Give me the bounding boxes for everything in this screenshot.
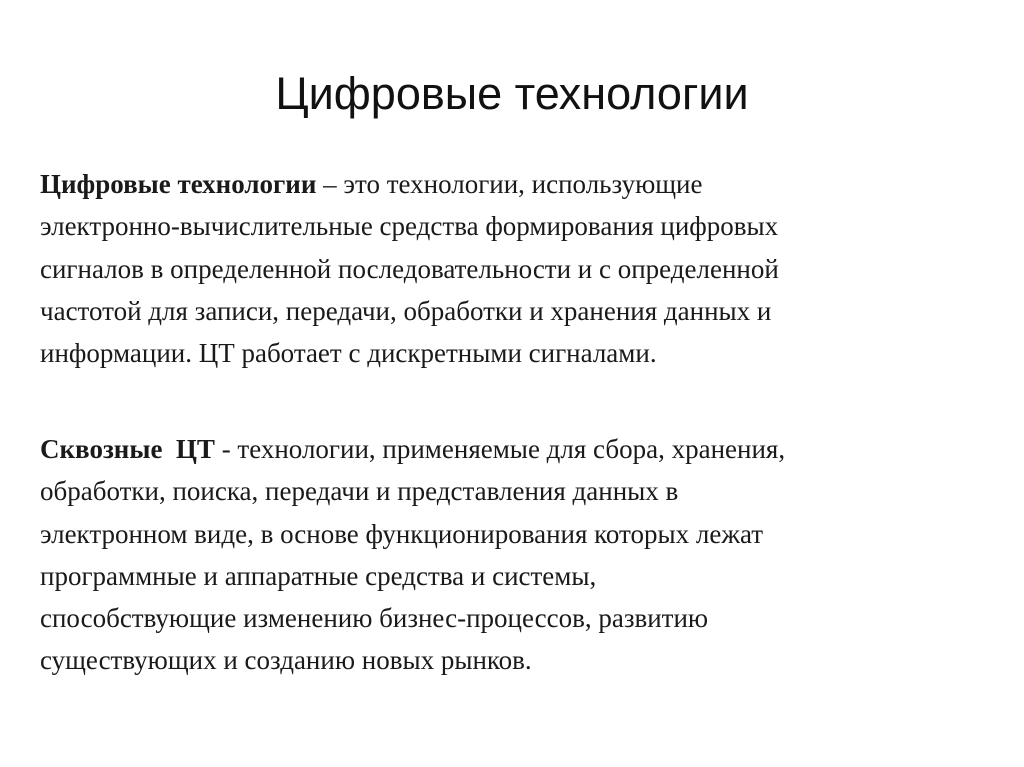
text-line: обработки, поиска, передачи и представления данных в bbox=[40, 476, 679, 507]
term: Сквозные ЦТ bbox=[40, 434, 215, 464]
text-line: программные и аппаратные средства и системы, bbox=[40, 560, 597, 591]
text-line: способствующие изменению бизнес-процессов, развитию bbox=[40, 603, 709, 634]
text: - технологии, применяемые для сбора, хранения, bbox=[214, 434, 786, 464]
slide-title: Цифровые технологии bbox=[275, 68, 749, 119]
text-line: электронном виде, в основе функционирования которых лежат bbox=[40, 518, 764, 549]
text-line: электронно-вычислительные средства формирования цифровых bbox=[40, 211, 779, 242]
definition-end-to-end-technologies bbox=[40, 428, 785, 682]
definition-digital-technologies bbox=[40, 163, 779, 374]
text: – это технологии, использующие bbox=[316, 169, 703, 199]
text-line bbox=[40, 163, 779, 205]
text-line bbox=[40, 428, 785, 470]
text-line: сигналов в определенной последовательности и с определенной bbox=[40, 253, 779, 284]
text-line: информации. ЦТ работает с дискретными сигналами. bbox=[40, 338, 657, 369]
text-line: частотой для записи, передачи, обработки и хранения данных и bbox=[40, 295, 772, 326]
text-line: существующих и созданию новых рынков. bbox=[40, 645, 532, 676]
term: Цифровые технологии bbox=[40, 169, 317, 199]
